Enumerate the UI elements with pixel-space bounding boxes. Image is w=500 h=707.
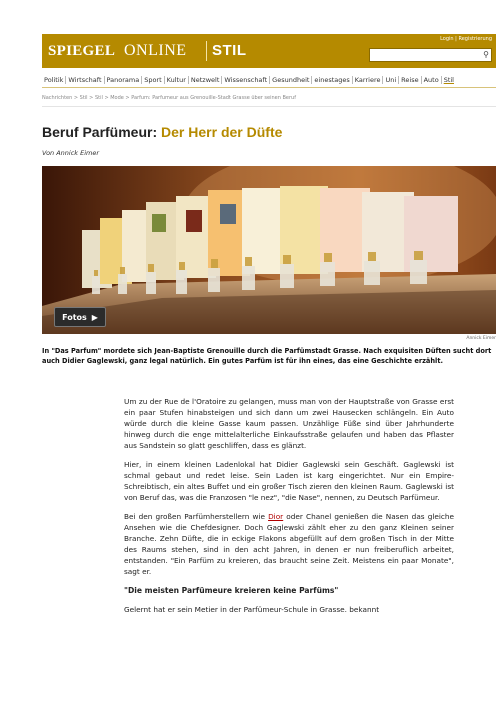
logo-online[interactable]: ONLINE (124, 42, 187, 59)
paragraph-text: Bei den großen Parfümherstellern wie (124, 512, 269, 521)
nav-item-politik[interactable]: Politik (42, 76, 66, 84)
nav-item-wirtschaft[interactable]: Wirtschaft (66, 76, 104, 84)
nav-item-kultur[interactable]: Kultur (165, 76, 189, 84)
paragraph (124, 511, 454, 577)
breadcrumb-divider (42, 106, 496, 107)
nav-item-wissenschaft[interactable]: Wissenschaft (222, 76, 270, 84)
nav-item-gesundheit[interactable]: Gesundheit (270, 76, 312, 84)
breadcrumb[interactable]: Nachrichten > Stil > Stil > Mode > Parfum: Parfumeur aus Grenouille-Stadt Grasse über seinen Beruf (42, 95, 296, 101)
article-headline (42, 124, 282, 140)
logo-spiegel[interactable]: SPIEGEL (48, 43, 116, 59)
photo-gallery-button[interactable] (54, 307, 106, 327)
nav-item-panorama[interactable]: Panorama (105, 76, 143, 84)
paragraph: Gelernt hat er sein Metier in der Parfümeur-Schule in Grasse. bekannt (124, 605, 380, 614)
logo-divider (206, 41, 207, 61)
search-input[interactable] (369, 48, 492, 62)
dior-link[interactable]: Dior (268, 512, 284, 521)
search-icon[interactable]: ⚲ (483, 50, 489, 59)
nav-item-netzwelt[interactable]: Netzwelt (189, 76, 223, 84)
section-logo[interactable]: STIL (212, 42, 247, 59)
nav-item-karriere[interactable]: Karriere (353, 76, 384, 84)
article-photo[interactable] (42, 166, 496, 334)
perfume-display-image (42, 166, 496, 334)
paragraph: Hier, in einem kleinen Ladenlokal hat Didier Gaglewski sein Geschäft. Gaglewski ist schmal gebaut und redet leise. Sein Laden ist karg eingerichtet. Nur ein Empire-Schreibtisch, ein altes Buffet und ein großer Tisch zieren den kleinen Raum. Gaglewski ist von Beruf das, was die Franzosen "le nez", "die Nase", nennen, zu Deutsch Parfümeur. (124, 460, 454, 502)
paragraph: Um zu der Rue de l'Oratoire zu gelangen, muss man von der Hauptstraße von Grasse erst ein paar Stufen hinabsteigen und sich dann um zwei Hausecken schlängeln. Ein Auto würde durch die kleine Gasse kaum passen. Unzählige Füße sind über Jahrhunderte hinweg durch die enge mittelalterliche Einkaufsstraße gelaufen und haben das Pflaster aus Sandstein so glatt geschliffen, dass es glänzt. (124, 397, 454, 450)
play-icon: ▶ (91, 312, 98, 322)
gallery-button-label: Fotos (62, 312, 87, 322)
article-author: Von Annick Eimer (42, 149, 100, 157)
photo-credit: Annick Eimer (466, 336, 496, 341)
main-nav (42, 73, 496, 86)
nav-divider (42, 87, 496, 88)
nav-item-stil[interactable]: Stil (443, 75, 454, 84)
nav-item-uni[interactable]: Uni (383, 76, 399, 84)
paragraph-text: oder Chanel genießen die Nasen das gleiche Ansehen wie die Chefdesigner. Doch Gaglewski zählt eher zu den ganz Kleinen seiner Branche. Zehn Düfte, die in eckige Flakons abgefüllt auf dem großen Tisch in der Mitte des Raums stehen, sind in den acht Jahren, in denen er nun freiberuflich arbeitet, entstanden. "Ein Parfüm zu kreieren, das braucht seine Zeit. Meistens ein paar Monate", sagt er. (124, 512, 454, 576)
nav-item-reise[interactable]: Reise (399, 76, 421, 84)
headline-title: Der Herr der Düfte (161, 124, 283, 140)
nav-item-auto[interactable]: Auto (422, 76, 442, 84)
site-header (42, 34, 496, 68)
nav-item-einestages[interactable]: einestages (312, 76, 352, 84)
nav-item-sport[interactable]: Sport (142, 76, 164, 84)
article-body (124, 396, 454, 623)
login-links[interactable]: Login | Registrierung (440, 36, 492, 42)
article-teaser: In "Das Parfum" mordete sich Jean-Baptiste Grenouille durch die Parfümstadt Grasse. Nach exquisiten Düften sucht dort auch Didier Gaglewski, ganz legal natürlich. Ein gutes Parfüm ist für ihn eines, das eine Geschichte erzählt. (42, 347, 492, 365)
headline-kicker: Beruf Parfümeur: (42, 124, 158, 140)
subheading: "Die meisten Parfümeure kreieren keine Parfüms" (124, 586, 339, 595)
